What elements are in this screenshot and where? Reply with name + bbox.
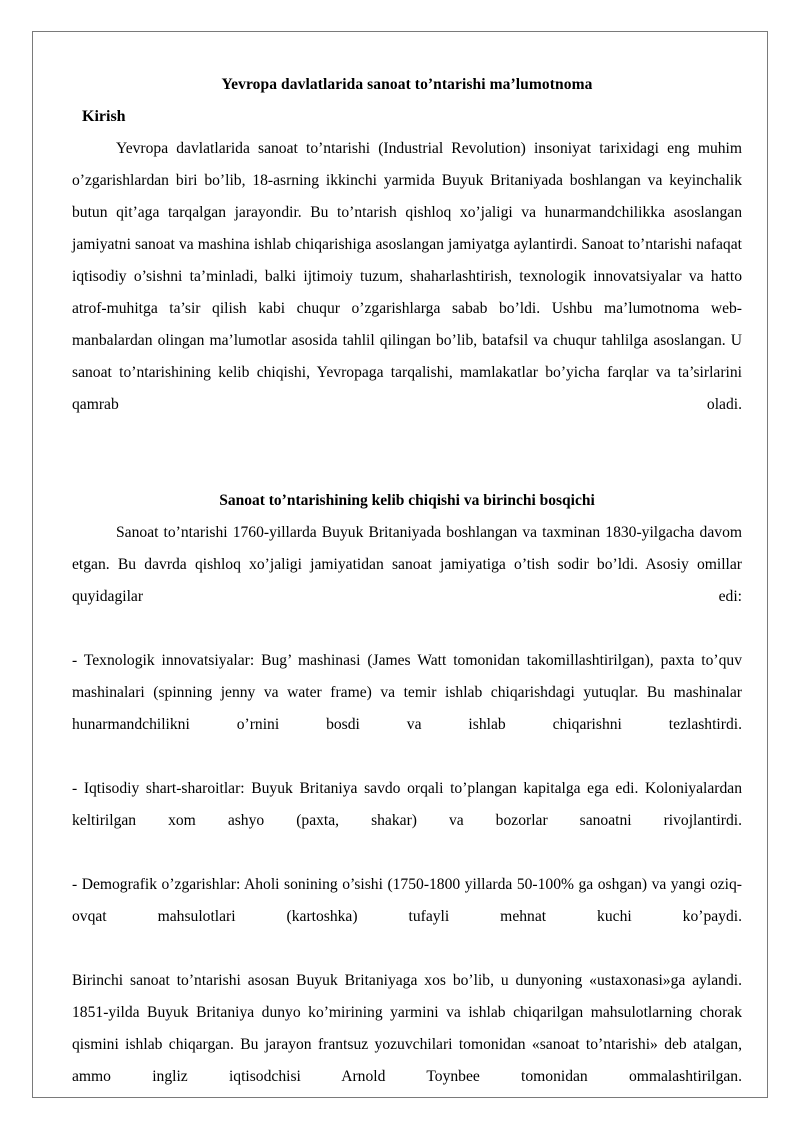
document-content xyxy=(72,69,742,1125)
section-heading-origins: Sanoat to’ntarishining kelib chiqishi va birinchi bosqichi xyxy=(219,492,595,509)
intro-paragraph: Yevropa davlatlarida sanoat to’ntarishi (Industrial Revolution) insoniyat tarixidagi eng muhim o’zgarishlardan biri bo’lib, 18-asrning ikkinchi yarmida Buyuk Britaniyada boshlangan va keyinchalik butun qit’aga tarqalgan jarayondir. Bu to’ntarish qishloq xo’jaligi va hunarmandchilikka asoslangan jamiyatni sanoat va mashina ishlab chiqarishiga asoslangan jamiyatga aylantirdi. Sanoat to’ntarishi nafaqat iqtisodiy o’sishni ta’minladi, balki ijtimoiy tuzum, shaharlashtirish, texnologik innovatsiyalar va hatto atrof-muhitga ta’sir qilish kabi chuqur o’zgarishlarga sabab bo’ldi. Ushbu ma’lumotnoma web-manbalardan olingan ma’lumotlar asosida tahlil qilingan bo’lib, batafsil va chuqur tahlilga asoslangan. U sanoat to’ntarishining kelib chiqishi, Yevropaga tarqalishi, mamlakatlar bo’yicha farqlar va ta’sirlarini qamrab oladi. xyxy=(72,140,742,413)
document-title: Yevropa davlatlarida sanoat to’ntarishi ma’lumotnoma xyxy=(221,76,593,93)
document-page-frame xyxy=(32,31,768,1098)
bullet-economic-conditions: - Iqtisodiy shart-sharoitlar: Buyuk Britaniya savdo orqali to’plangan kapitalga ega edi. Koloniyalardan keltirilgan xom ashyo (paxta, shakar) va bozorlar sanoatni rivojlantirdi. xyxy=(72,780,742,829)
origins-intro-paragraph: Sanoat to’ntarishi 1760-yillarda Buyuk Britaniyada boshlangan va taxminan 1830-yilgacha davom etgan. Bu davrda qishloq xo’jaligi jamiyatidan sanoat jamiyatiga o’tish sodir bo’ldi. Asosiy omillar quyidagilar edi: xyxy=(72,524,742,605)
bullet-technological-innovations: - Texnologik innovatsiyalar: Bug’ mashinasi (James Watt tomonidan takomillashtirilgan), paxta to’quv mashinalari (spinning jenny va water frame) va temir ishlab chiqarishdagi yutuqlar. Bu mashinalar hunarmandchilikni o’rnini bosdi va ishlab chiqarishni tezlashtirdi. xyxy=(72,652,742,733)
bullet-demographic-changes: - Demografik o’zgarishlar: Aholi sonining o’sishi (1750-1800 yillarda 50-100% ga oshgan) va yangi oziq-ovqat mahsulotlari (kartoshka) tufayli mehnat kuchi ko’paydi. xyxy=(72,876,742,925)
section-gap xyxy=(72,453,742,485)
section-label-kirish: Kirish xyxy=(82,108,126,125)
origins-closing-paragraph: Birinchi sanoat to’ntarishi asosan Buyuk Britaniyaga xos bo’lib, u dunyoning «ustaxonasi»ga aylandi. 1851-yilda Buyuk Britaniya dunyo ko’mirining yarmini va ishlab chiqarilgan mahsulotlarning chorak qismini ishlab chiqargan. Bu jarayon frantsuz yozuvchilari tomonidan «sanoat to’ntarishi» deb atalgan, ammo ingliz iqtisodchisi Arnold Toynbee tomonidan ommalashtirilgan. xyxy=(72,972,742,1085)
